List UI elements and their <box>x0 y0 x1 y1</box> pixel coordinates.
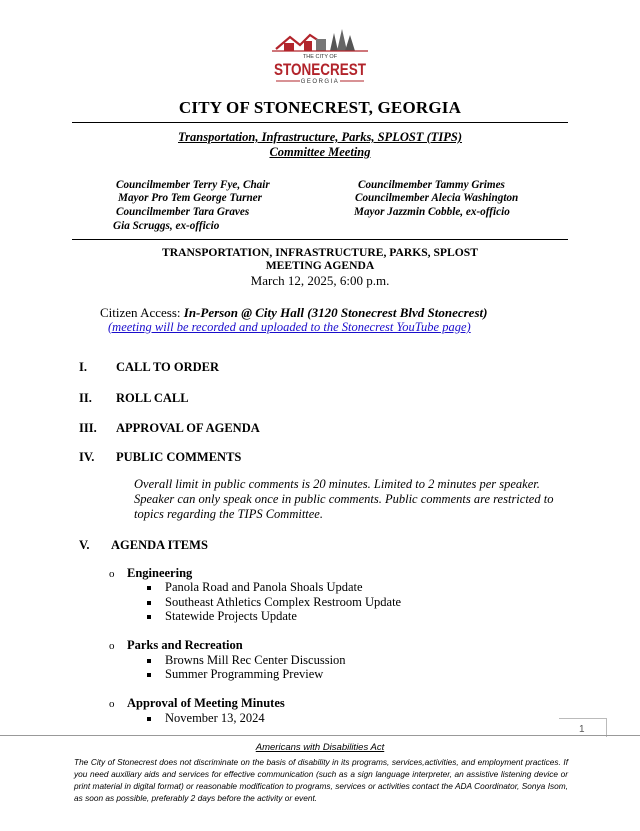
footer-divider <box>0 735 640 736</box>
title-divider <box>72 122 568 123</box>
section-label-2: ROLL CALL <box>116 391 189 405</box>
committee-title-line2: Committee Meeting <box>269 145 371 159</box>
agenda-item: Southeast Athletics Complex Restroom Update <box>165 595 402 609</box>
logo-small-text: THE CITY OF <box>302 54 338 60</box>
page-title: CITY OF STONECREST, GEORGIA <box>178 98 462 117</box>
sub-bullet-2: o <box>109 640 115 652</box>
members-divider <box>72 239 568 240</box>
member-left-3: Councilmember Tara Graves <box>116 206 250 218</box>
sub-bullet-1: o <box>109 568 115 580</box>
subheading-minutes: Approval of Meeting Minutes <box>127 696 285 710</box>
item-bullet <box>147 659 151 663</box>
agenda-item: Browns Mill Rec Center Discussion <box>165 653 346 667</box>
public-comments-text: Overall limit in public comments is 20 minutes. Limited to 2 minutes per speaker. Speaker can only speak once in public comments. Public comments are restricted to topics regarding the TIPS Committee. <box>134 477 554 521</box>
agenda-item: Statewide Projects Update <box>165 609 297 623</box>
agenda-item: Panola Road and Panola Shoals Update <box>165 580 363 594</box>
section-num-2: II. <box>79 391 92 405</box>
logo-sub: GEORGIA <box>300 79 340 85</box>
agenda-item: November 13, 2024 <box>165 711 265 725</box>
section-num-1: I. <box>79 360 87 374</box>
member-left-4: Gia Scruggs, ex-officio <box>113 220 220 232</box>
section-label-1: CALL TO ORDER <box>116 360 220 374</box>
citizen-access-value: In-Person @ City Hall (3120 Stonecrest Blvd Stonecrest) <box>183 305 488 320</box>
logo-brand: STONECREST <box>274 60 367 79</box>
ada-text: The City of Stonecrest does not discriminate on the basis of disability in its programs, services,activities, and employment practices. If you need auxiliary aids and services for effective communication (such as a sign language interpreter, an assistive listening device or print material in digital format) or reasonable modification to programs, services or activities contact the ADA Coordinator, Sonya Isom, as soon as possible, preferably 2 days before the activity or event. <box>74 757 568 803</box>
sub-bullet-3: o <box>109 698 115 710</box>
page-number: 1 <box>579 724 585 735</box>
subheading-parks: Parks and Recreation <box>127 638 243 652</box>
member-left-1: Councilmember Terry Fye, Chair <box>116 179 270 191</box>
citizen-access-label: Citizen Access: <box>100 305 184 320</box>
section-num-5: V. <box>79 538 90 552</box>
item-bullet <box>147 717 151 721</box>
item-bullet <box>147 601 151 605</box>
member-left-2: Mayor Pro Tem George Turner <box>118 192 262 204</box>
item-bullet <box>147 673 151 677</box>
agenda-heading-line1: TRANSPORTATION, INFRASTRUCTURE, PARKS, SPLOST <box>162 246 478 259</box>
ada-title: Americans with Disabilities Act <box>255 742 385 753</box>
agenda-heading-line2: MEETING AGENDA <box>265 259 375 272</box>
section-num-4: IV. <box>79 450 95 464</box>
section-label-5: AGENDA ITEMS <box>111 538 208 552</box>
section-label-4: PUBLIC COMMENTS <box>116 450 242 464</box>
subheading-engineering: Engineering <box>127 566 193 580</box>
member-right-1: Councilmember Tammy Grimes <box>358 179 505 191</box>
meeting-date: March 12, 2025, 6:00 p.m. <box>250 273 390 288</box>
section-num-3: III. <box>79 421 97 435</box>
item-bullet <box>147 615 151 619</box>
city-logo <box>270 27 370 91</box>
logo-skyline-icon <box>270 27 370 91</box>
member-right-2: Councilmember Alecia Washington <box>355 192 519 204</box>
section-label-3: APPROVAL OF AGENDA <box>116 421 260 435</box>
committee-title-line1: Transportation, Infrastructure, Parks, SPLOST (TIPS) <box>178 130 462 144</box>
item-bullet <box>147 586 151 590</box>
youtube-link[interactable]: (meeting will be recorded and uploaded to the Stonecrest YouTube page) <box>108 320 471 334</box>
member-right-3: Mayor Jazzmin Cobble, ex-officio <box>354 206 510 218</box>
agenda-item: Summer Programming Preview <box>165 667 324 681</box>
citizen-access <box>100 305 487 321</box>
